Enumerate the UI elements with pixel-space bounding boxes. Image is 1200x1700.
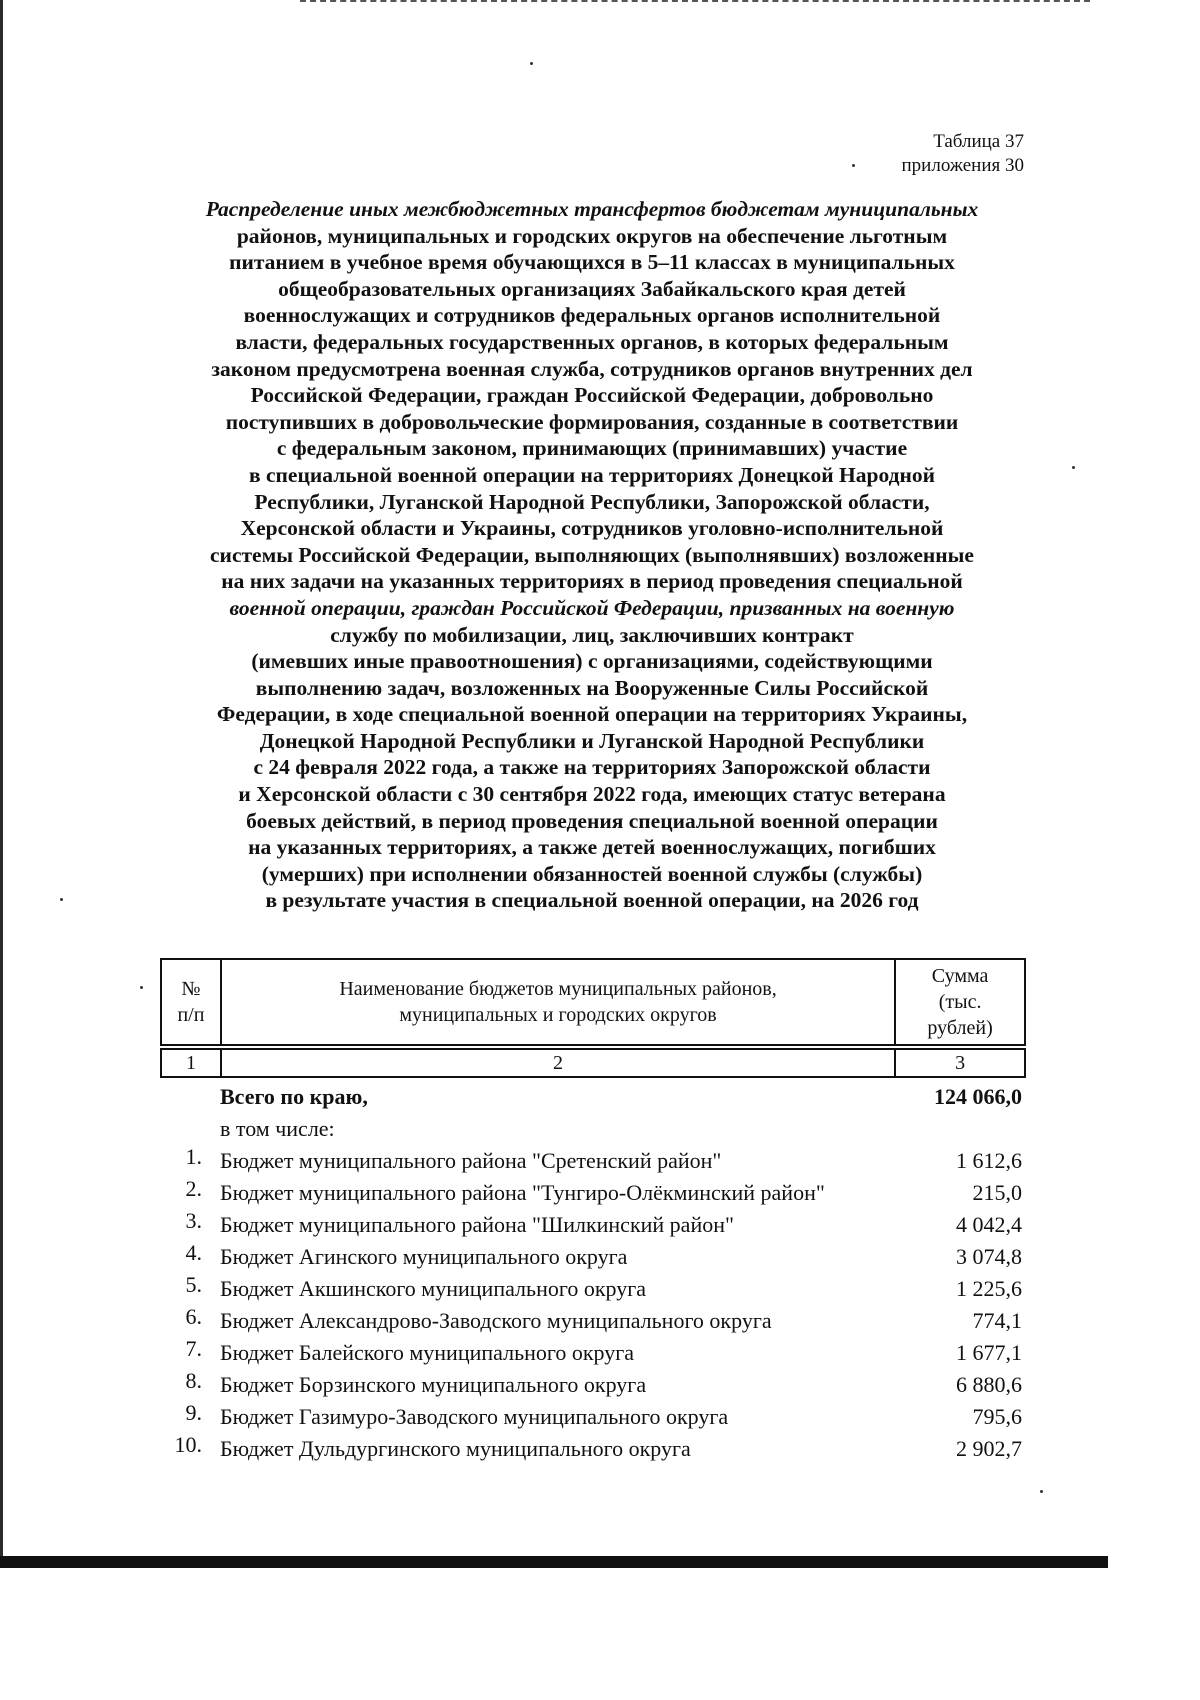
header-sum [895, 959, 1025, 1045]
title-line: системы Российской Федерации, выполняющих (выполнявших) возложенные [210, 542, 974, 567]
title-line: выполнению задач, возложенных на Вооруженные Силы Российской [255, 675, 929, 700]
title-line: службу по мобилизации, лиц, заключивших контракт [330, 622, 854, 647]
scan-edge-bottom [0, 1556, 1108, 1568]
table-row [0, 1240, 1108, 1272]
header-name [221, 959, 895, 1045]
budget-name: Бюджет муниципального района "Шилкинский район" [220, 1212, 734, 1237]
budget-amount: 795,6 [972, 1404, 1022, 1429]
row-number: 10. [174, 1432, 202, 1457]
scan-edge-top [300, 0, 1090, 4]
table-row [0, 1304, 1108, 1336]
title-line: военнослужащих и сотрудников федеральных органов исполнительной [243, 303, 941, 328]
row-number: 3. [185, 1208, 202, 1233]
subtotal-row [0, 1112, 1108, 1144]
title-line: Херсонской области и Украины, сотрудников уголовно-исполнительной [240, 516, 944, 541]
table-row [0, 1176, 1108, 1208]
scan-speck [60, 898, 63, 901]
title-line: в результате участия в специальной военной операции, на 2026 год [265, 888, 919, 913]
title-line: Донецкой Народной Республики и Луганской Народной Республики [259, 728, 925, 753]
row-number: 2. [185, 1176, 202, 1201]
title-line: поступивших в добровольческие формирования, созданные в соответствии [225, 409, 959, 434]
row-number: 5. [185, 1272, 202, 1297]
header-sum-line2: (тыс. [938, 991, 982, 1013]
budget-amount: 3 074,8 [956, 1244, 1022, 1269]
column-number-2: 2 [221, 1049, 895, 1077]
budget-name: Бюджет Балейского муниципального округа [220, 1340, 635, 1365]
budget-amount: 774,1 [972, 1308, 1022, 1333]
appendix-caption: приложения 30 [901, 155, 1024, 176]
header-num [161, 959, 221, 1045]
title-line: Российской Федерации, граждан Российской Федерации, добровольно [250, 383, 934, 408]
title-line: Распределение иных межбюджетных трансфертов бюджетам муниципальных [205, 197, 979, 221]
title-line: общеобразовательных организациях Забайкальского края детей [278, 276, 906, 301]
budget-name: Бюджет Агинского муниципального округа [220, 1244, 628, 1269]
row-number: 4. [185, 1240, 202, 1265]
scan-speck [140, 986, 143, 989]
table-number-caption: Таблица 37 [933, 131, 1024, 152]
scan-speck [852, 164, 855, 167]
total-row [0, 1080, 1108, 1112]
title-line: власти, федеральных государственных органов, в которых федеральным [235, 329, 949, 354]
scan-speck [1072, 466, 1075, 469]
table-row [0, 1208, 1108, 1240]
row-number: 1. [185, 1144, 202, 1169]
title-line: и Херсонской области с 30 сентября 2022 года, имеющих статус ветерана [238, 782, 946, 807]
table-row [0, 1272, 1108, 1304]
total-value: 124 066,0 [934, 1084, 1022, 1109]
budget-name: Бюджет муниципального района "Сретенский район" [220, 1148, 722, 1173]
budget-name: Бюджет Акшинского муниципального округа [220, 1276, 647, 1301]
scan-speck [530, 62, 533, 65]
budget-amount: 1 612,6 [956, 1148, 1022, 1173]
column-number-1: 1 [161, 1049, 221, 1077]
title-line: Федерации, в ходе специальной военной операции на территориях Украины, [216, 702, 968, 727]
header-num-line1: № [181, 978, 201, 1000]
table-row [0, 1400, 1108, 1432]
title-line: питанием в учебное время обучающихся в 5–11 классах в муниципальных [229, 250, 955, 275]
header-sum-line1: Сумма [931, 965, 989, 987]
budget-name: Бюджет Дульдургинского муниципального округа [220, 1436, 691, 1461]
header-name-line1: Наименование бюджетов муниципальных районов, [339, 978, 777, 1000]
title-line: (умерших) при исполнении обязанностей военной службы (службы) [261, 861, 923, 886]
scan-speck [1040, 1490, 1043, 1493]
row-number: 9. [185, 1400, 202, 1425]
budget-name: Бюджет Газимуро-Заводского муниципального округа [220, 1404, 729, 1429]
header-name-line2: муниципальных и городских округов [399, 1004, 717, 1026]
budget-amount: 215,0 [972, 1180, 1022, 1205]
budget-amount: 1 225,6 [956, 1276, 1022, 1301]
title-line: в специальной военной операции на территориях Донецкой Народной [249, 462, 935, 487]
budget-name: Бюджет муниципального района "Тунгиро-Олёкминский район" [220, 1180, 825, 1205]
budget-name: Бюджет Александрово-Заводского муниципального округа [220, 1308, 772, 1333]
header-sum-line3: рублей) [927, 1017, 993, 1039]
budget-amount: 4 042,4 [956, 1212, 1022, 1237]
title-line: Республики, Луганской Народной Республики, Запорожской области, [254, 489, 930, 514]
title-line: с федеральным законом, принимающих (принимавших) участие [276, 436, 908, 461]
title-line: законом предусмотрена военная служба, сотрудников органов внутренних дел [211, 356, 973, 381]
title-line: военной операции, граждан Российской Федерации, призванных на военную [229, 595, 955, 620]
total-label: Всего по краю, [220, 1084, 368, 1109]
budget-amount: 1 677,1 [956, 1340, 1022, 1365]
budget-amount: 2 902,7 [956, 1436, 1022, 1461]
header-num-line2: п/п [177, 1004, 205, 1026]
column-number-3: 3 [895, 1049, 1025, 1077]
table-row [0, 1432, 1108, 1464]
title-line: (имевших иные правоотношения) с организациями, содействующими [251, 649, 933, 674]
title-line: с 24 февраля 2022 года, а также на территориях Запорожской области [253, 755, 931, 780]
table-row [0, 1336, 1108, 1368]
row-number: 6. [185, 1304, 202, 1329]
document-title [148, 196, 1036, 914]
title-line: районов, муниципальных и городских округов на обеспечение льготным [236, 223, 948, 248]
row-number: 8. [185, 1368, 202, 1393]
table-row [0, 1144, 1108, 1176]
table-row [0, 1368, 1108, 1400]
subtotal-label: в том числе: [220, 1116, 335, 1141]
title-line: на указанных территориях, а также детей военнослужащих, погибших [248, 835, 936, 860]
title-line: на них задачи на указанных территориях в период проведения специальной [221, 569, 963, 594]
table-header [160, 958, 1026, 1078]
budget-name: Бюджет Борзинского муниципального округа [220, 1372, 647, 1397]
title-line: боевых действий, в период проведения специальной военной операции [246, 808, 938, 833]
budget-amount: 6 880,6 [956, 1372, 1022, 1397]
row-number: 7. [185, 1336, 202, 1361]
